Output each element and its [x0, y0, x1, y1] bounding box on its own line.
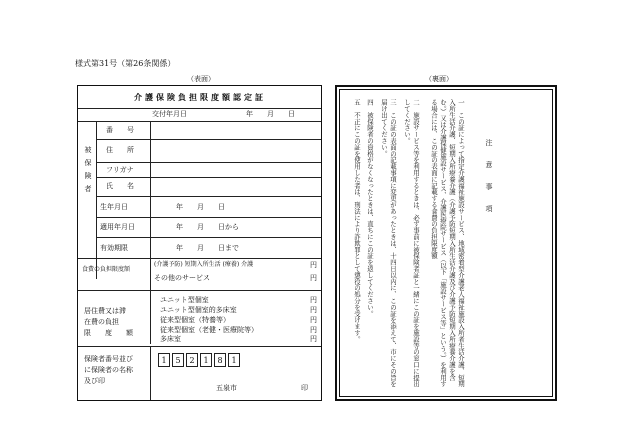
residence-label-2: 在費の負担 — [84, 318, 119, 326]
note-item-3: 三 この証の表面の記載事項に変更があったときは、十四日以内に、この証を添えて、市にその旨を届け出てください。 — [380, 99, 397, 387]
residence-item: 従来型個室（老健・医療院等） — [160, 326, 258, 334]
insurer-digit: 1 — [158, 353, 170, 367]
applied-label: 適用年月日 — [100, 223, 135, 231]
food-line-1: (介護予防) 短期入所生活 (療養) 介護 — [154, 261, 254, 268]
note-item-5: 五 不正にこの証を使用した者は、刑法により詐欺罪として懲役の処分を受けます。 — [353, 99, 361, 343]
food-yen-1: 円 — [310, 261, 317, 269]
note-item-4: 四 被保険者の資格がなくなったときは、直ちにこの証を返してください。 — [366, 99, 374, 317]
seal-mark: 印 — [301, 384, 308, 392]
residence-yen: 円 — [310, 335, 317, 343]
insurer-label-2: に保険者の名称 — [84, 366, 133, 374]
address-label: 住 所 — [106, 146, 134, 154]
insurer-digit: 1 — [200, 353, 212, 367]
food-yen-2: 円 — [310, 274, 317, 282]
food-line-2: その他のサービス — [154, 274, 210, 282]
insurer-digit: 2 — [186, 353, 198, 367]
issue-date-label: 交付年月日 — [152, 110, 187, 118]
residence-yen: 円 — [310, 296, 317, 304]
back-side-label: （裏面） — [425, 75, 453, 83]
note-item-1: 一 この証によって指定介護福祉施設サービス、地域密着型介護老人福祉施設入所者生活介護、短期入所生活介護、短期入所療養介護（介護予防短期入所生活介護及び介護予防短期入所療養介護を含む。）又は介護保健施設サービス、介護医療院サービス（以下「施設サービス等」という。）を利用する場合には、この証の表面に記載する食費の負担限度額 — [430, 99, 465, 387]
residence-label-3: 限 度 額 — [84, 329, 133, 337]
certificate-front — [77, 85, 322, 401]
food-label: 食費の負担限度額 — [82, 266, 131, 273]
valid-value: 年 月 日まで — [176, 244, 239, 252]
front-side-label: （表面） — [187, 75, 215, 83]
insurer-label-1: 保険者番号並び — [84, 355, 133, 363]
birth-value: 年 月 日 — [176, 203, 225, 211]
certificate-title: 介護保険負担限度額認定証 — [134, 92, 266, 102]
number-label: 番 号 — [106, 126, 134, 134]
residence-item: ユニット型個室 — [160, 296, 209, 304]
insurer-digit: 5 — [172, 353, 184, 367]
residence-item: 多床室 — [160, 335, 181, 343]
form-number: 様式第31号（第26条関係） — [75, 59, 176, 68]
applied-value: 年 月 日から — [176, 223, 239, 231]
residence-item: ユニット型個室的多床室 — [160, 306, 237, 314]
notes-heading: 注 意 事 項 — [485, 139, 493, 216]
issue-date-value: 年 月 日 — [246, 110, 295, 118]
residence-item: 従来型個室（特養等） — [160, 316, 230, 324]
residence-label-1: 居住費又は滞 — [84, 307, 126, 315]
certificate-back — [335, 85, 557, 401]
residence-yen: 円 — [310, 316, 317, 324]
insured-label: 被保険者 — [84, 146, 92, 198]
residence-yen: 円 — [310, 306, 317, 314]
insurer-name: 五泉市 — [216, 384, 237, 392]
insurer-digit: 1 — [228, 353, 240, 367]
furigana-label: フリガナ — [106, 166, 134, 174]
note-item-2: 二 施設サービス等を利用するときは、必ず事前に被保険者証と一緒にこの証を施設等の窓口に提出してください。 — [403, 99, 420, 387]
insurer-digit: 8 — [214, 353, 226, 367]
name-label: 氏 名 — [106, 182, 134, 190]
valid-label: 有効期限 — [100, 244, 128, 252]
residence-yen: 円 — [310, 326, 317, 334]
insurer-label-3: 及び印 — [84, 377, 105, 385]
birth-label: 生年月日 — [100, 203, 128, 211]
